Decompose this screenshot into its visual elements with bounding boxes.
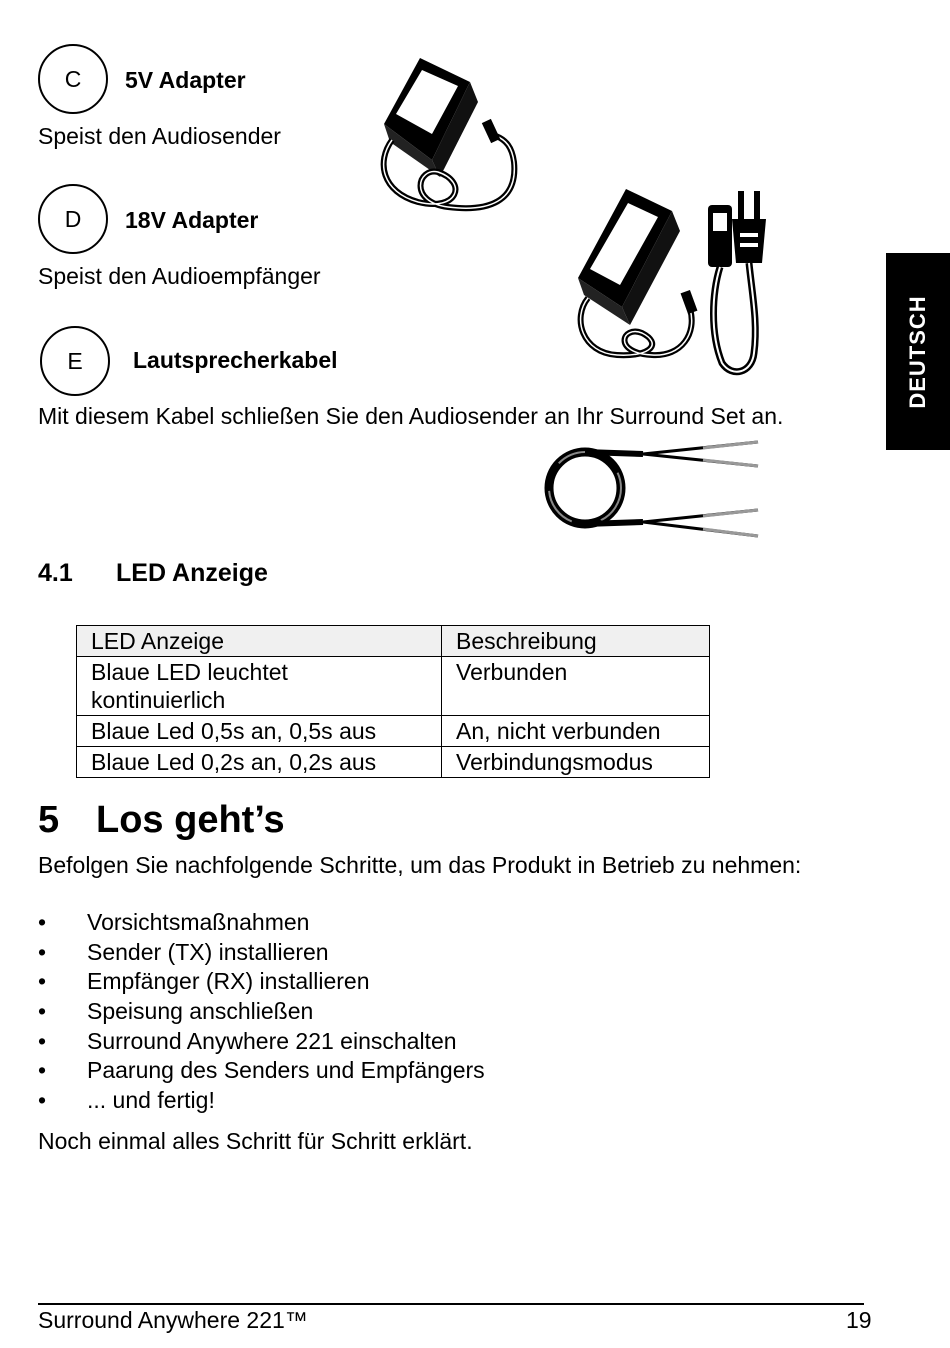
step-text: Speisung anschließen (87, 998, 314, 1025)
item-e-title: Lautsprecherkabel (133, 347, 338, 373)
bullet-symbol: • (38, 938, 47, 965)
led-table (76, 625, 710, 778)
bullet-symbol: • (38, 1027, 47, 1054)
item-e-marker (40, 326, 110, 396)
item-d-desc: Speist den Audioempfänger (38, 263, 321, 289)
led-table-header-description: Beschreibung (442, 626, 710, 657)
led-table-cell: Verbunden (442, 657, 710, 716)
item-d-letter: D (64, 205, 82, 232)
language-side-tab (886, 253, 950, 450)
5v-adapter-illustration (378, 52, 523, 217)
item-c-desc: Speist den Audiosender (38, 123, 281, 149)
step-text: Sender (TX) installieren (87, 938, 329, 965)
step-text: ... und fertig! (87, 1087, 215, 1114)
led-table-cell: Blaue Led 0,5s an, 0,5s aus (77, 716, 442, 747)
item-d-title: 18V Adapter (125, 207, 259, 233)
step-text: Vorsichtsmaßnahmen (87, 909, 310, 935)
item-d-marker (38, 184, 108, 254)
led-table-header-row (77, 626, 710, 657)
led-table-cell: Blaue Led 0,2s an, 0,2s aus (77, 747, 442, 778)
led-table-cell: Blaue LED leuchtet kontinuierlich (77, 657, 442, 716)
section-4-1-number: 4.1 (38, 559, 73, 587)
section-4-1-title: LED Anzeige (116, 559, 268, 587)
18v-adapter-illustration (572, 183, 777, 378)
bullet-symbol: • (38, 968, 47, 995)
step-text: Empfänger (RX) installieren (87, 968, 370, 995)
item-c-letter: C (64, 65, 82, 92)
footer-divider (38, 1303, 864, 1305)
led-table-cell: Verbindungsmodus (442, 747, 710, 778)
outro-text: Noch einmal alles Schritt für Schritt erklärt. (38, 1128, 473, 1154)
page-number: 19 (846, 1307, 872, 1333)
item-e-letter: E (67, 347, 83, 374)
language-side-tab-label: DEUTSCH (905, 294, 930, 409)
speaker-cable-illustration (543, 436, 763, 546)
intro-text: Befolgen Sie nachfolgende Schritte, um das Produkt in Betrieb zu nehmen: (38, 852, 802, 878)
bullet-symbol: • (38, 1057, 47, 1084)
table-row (77, 716, 710, 747)
item-c-title: 5V Adapter (125, 67, 246, 93)
item-c-marker (38, 44, 108, 114)
table-row (77, 657, 710, 716)
section-5-title: Los geht’s (96, 799, 285, 841)
footer-product: Surround Anywhere 221™ (38, 1307, 308, 1333)
led-table-header-led: LED Anzeige (77, 626, 442, 657)
table-row (77, 747, 710, 778)
bullet-symbol: • (38, 1087, 47, 1114)
led-table-cell: An, nicht verbunden (442, 716, 710, 747)
bullet-symbol: • (38, 909, 47, 935)
step-text: Paarung des Senders und Empfängers (87, 1057, 485, 1084)
item-e-desc: Mit diesem Kabel schließen Sie den Audiosender an Ihr Surround Set an. (38, 403, 784, 429)
section-5-number: 5 (38, 799, 60, 841)
step-text: Surround Anywhere 221 einschalten (87, 1027, 457, 1054)
bullet-symbol: • (38, 998, 47, 1025)
